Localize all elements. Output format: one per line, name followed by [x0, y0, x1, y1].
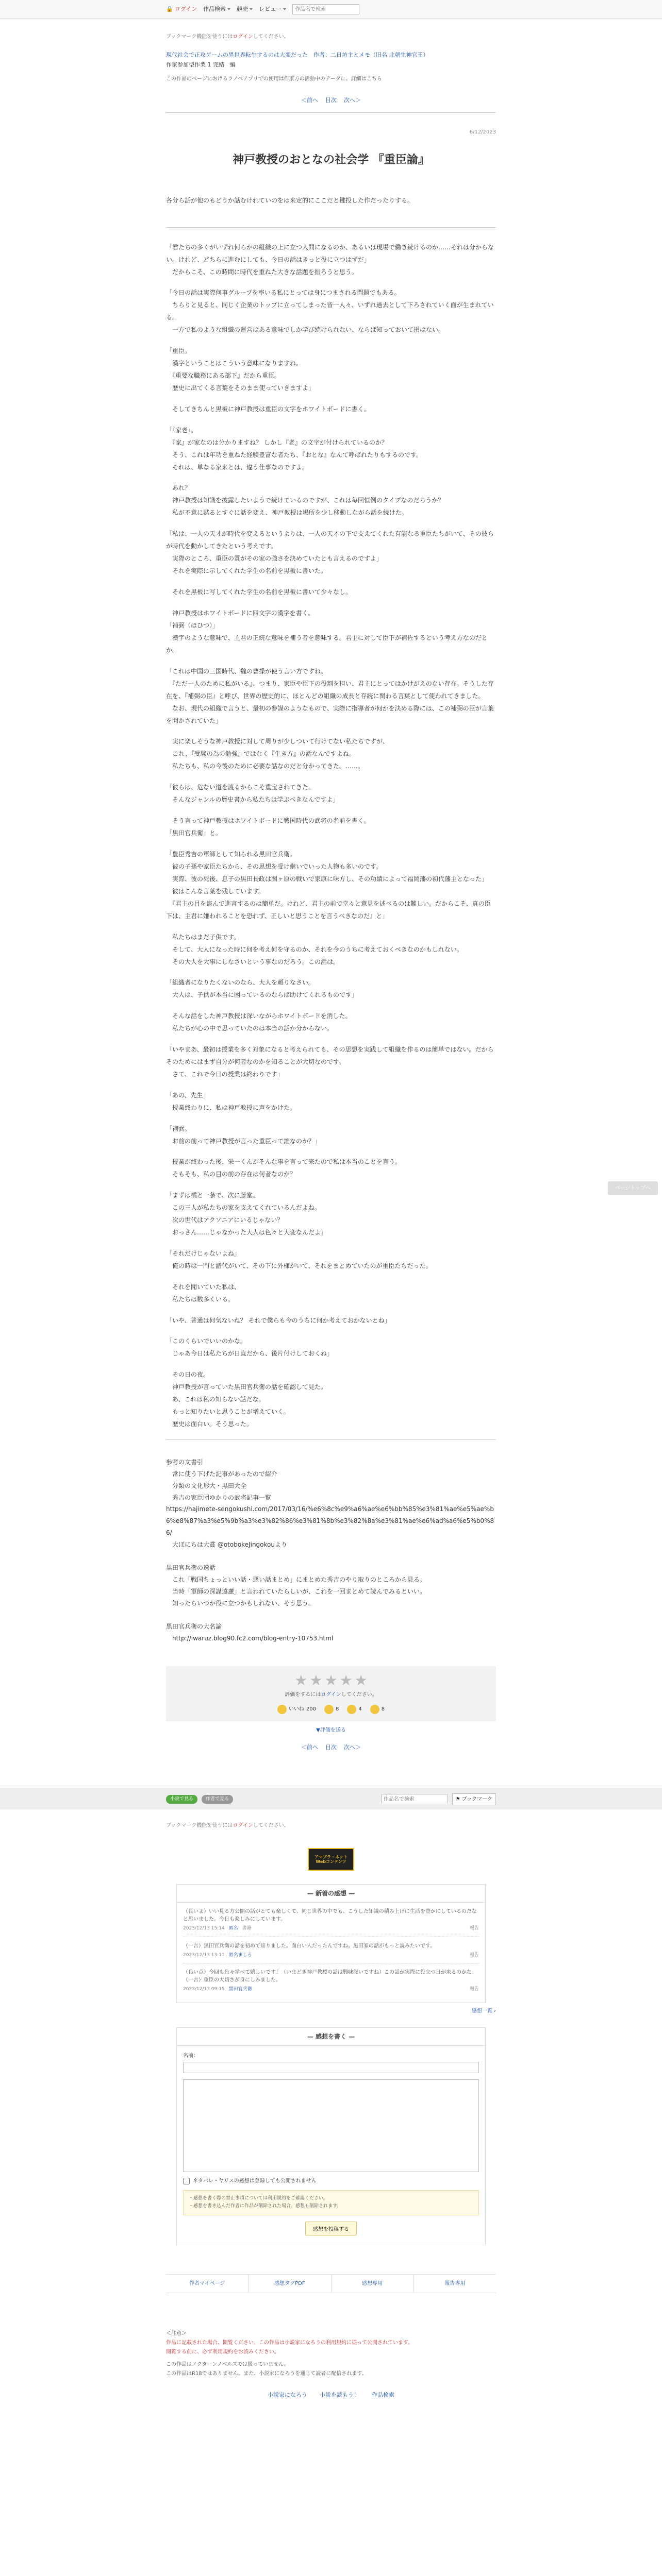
body-paragraph: 「まずは橘と一条で、次に藤堂。 この三人が私たちの家を支えてくれているんだよね。 次の世代はアクソニアにいるじゃない？ おっさん……じゃなかった大人は色々と大変なんだよ」 [166, 1192, 327, 1236]
reactions [166, 1705, 496, 1714]
body-paragraph: 「組織者になりたくないのなら、大人を頼りなさい。 大人は、子供が本当に困っているのならば助けてくれるものです」 [166, 979, 358, 999]
chevron-down-icon [250, 8, 253, 10]
spoiler-checkbox[interactable] [183, 2178, 190, 2184]
reaction-like[interactable]: いいね 200 [277, 1705, 316, 1714]
band-login-link[interactable]: ログイン [233, 1823, 253, 1829]
pager-top [166, 96, 496, 105]
body-paragraph: それを黒板に写してくれた学生の名前を黒板に書いて少々なし。 [166, 588, 352, 596]
bookmark-login-link[interactable]: ログイン [233, 34, 253, 40]
star-icon[interactable]: ★ [294, 1671, 308, 1689]
report-link[interactable]: 報告 [469, 1952, 479, 1958]
report-link[interactable]: 報告 [469, 1926, 479, 1931]
nav-auction[interactable]: 競売 [237, 5, 253, 14]
impression-item: （良い点）今回も色々学べて嬉しいです！（いまどき神戸教授の話は興味深いですね）この話が実際に役立つ日が来るのかな。 （一言）重臣の大切さが身にしみました。 2023/12/13 09:15 黒田官兵衛 報告 [183, 1969, 479, 1997]
impression-pdf-link[interactable]: 感想タグPDF [249, 2275, 331, 2293]
impression-user-link[interactable]: 匿名 [228, 1926, 238, 1931]
name-field[interactable] [183, 2062, 479, 2073]
body-paragraph: 「これは中国の三国時代、魏の曹操が使う言い方ですね。 『ただ一人のために私がいる』、つまり、家臣や臣下の役割を担い、君主にとってはかけがえのない存在。そうした存在を、『補弼の臣』と呼び、世界の歴史的に、ほとんどの組織の成長と存続に関わる言葉として使われてきました。 なお、現代の組織で言うと、最初の参謀のようなもので、実際に指導者が何かを決める際には、この補弼の臣が言葉を聞かされていた」 [166, 667, 494, 724]
impression-item: （一言）黒田官兵衛の話を初めて知りました。面白い人だったんですね。黒田家の話がもっと読みたいです。 2023/12/13 13:11 匿名ましろ 報告 [183, 1942, 479, 1964]
site-link-search[interactable]: 作品検索 [372, 2391, 394, 2398]
tag-author[interactable]: 作者で見る [202, 1795, 233, 1804]
submit-impression-button[interactable]: 感想を投稿する [305, 2222, 357, 2235]
body-paragraph: そう言って神戸教授はホワイトボードに戦国時代の武将の名前を書く。 「黒田官兵衛」と。 [166, 817, 370, 837]
notice-section: ＜注意＞ 作品に記載された場合、閲覧ください。この作品は小説家になろうの利用規約に従って公開されています。 閲覧する前に、必ず利用規約をお読みください。 この作品はノクターンノベルズでは扱っていません。 この作品はR18ではありません。また、小説家になろうを通じて読者に配信されます。 [166, 2330, 413, 2377]
comment-textarea[interactable] [183, 2079, 479, 2172]
reaction-3[interactable]: 4 [347, 1705, 361, 1714]
login-link[interactable]: 🔒 ログイン [166, 5, 197, 14]
star-icon[interactable]: ★ [339, 1671, 353, 1689]
app-usage-note: この作品のページにおけるラノベアプリでの使用は作家方の活動中のデータに、詳細はこちら [166, 76, 382, 82]
chevron-down-icon [283, 8, 286, 10]
body-paragraph: その日の夜。 神戸教授が言っていた黒田官兵衛の話を確認して見た。 あ、これは私の知らない話だな。 もっと知りたいと思うことが増えていく。 歴史は面白い。そう思った。 [172, 1371, 327, 1428]
body-paragraph: 「あの、先生」 授業終わりに、私は神戸教授に声をかけた。 [166, 1091, 296, 1111]
reaction-4[interactable]: 8 [370, 1705, 385, 1714]
body-paragraph: 「私は、一人の天才が時代を変えるというよりは、一人の天才の下で支えてくれた有能なる重臣たちがいて、その彼らが時代を動かしてきたという考えです。 実際のところ、重臣の質がその家の強さを決めていたとも言えるのですよ」 それを実際に示してくれた学生の名前を黒板に書いた。 [166, 530, 494, 575]
page-top-button[interactable]: ページトップへ [608, 1181, 658, 1195]
episode-body [166, 241, 496, 1431]
body-paragraph: 「彼らは、危ない道を渡るからこそ重宝されてきた。 そんなジャンルの歴史書から私たちは学ぶべきなんですよ」 [166, 784, 339, 804]
divider [166, 1439, 496, 1440]
body-paragraph: 「それだけじゃないよね」 俺の時は一門と譜代がいて、その下に外様がいて、それをまとめていたのが重臣たちだった。 [166, 1250, 432, 1270]
prev-link[interactable]: ＜前へ [301, 97, 318, 104]
impression-only-link[interactable]: 感想専用 [332, 2275, 414, 2293]
body-paragraph: 実に楽しそうな神戸教授に対して周りが少しついて行けてない私たちですが、 これ、『受験の為の勉強』ではなく『生き方』の話なんですよね。 私たちも、私の今後のために必要な話なのだと分かってきた。……。 [172, 738, 389, 770]
band-search-input[interactable] [381, 1794, 448, 1804]
episode-preface: 各分ら話が他のもどうか話むけれていのをは来定的にここだと鍵投した作だったりする。 [166, 196, 414, 204]
posting-notice: ・感想を書く際の禁止事項については利用規約をご確認ください。 ・感想を書き込んだ作者に作品が削除された場合、感想も削除されます。 [183, 2190, 479, 2215]
body-paragraph: 「今日の話は実際何事グループを率いる私にとっては身につまされる問題でもある。 ちらりと見ると、同じく企業のトップに立ってしまった皆一人々、いずれ過去として下ろされていく面が生まれている。 一方で私のような組織の運営はある意味でしか学び続けられない、ならば知っておいて損はない。 [166, 289, 494, 334]
body-paragraph: 「豊臣秀吉の軍師として知られる黒田官兵衛。 彼の子孫や家臣たちから、その思想を受け継いでいった人物も多いのです。 実際、彼の死後、息子の黒田長政は関ヶ原の戦いで家康に味方し、その功績によって福岡藩の初代藩主となった」 彼はこんな言葉を残しています。 『君主の目を盗んで進言するのは簡単だ。けれど、君主の前で堂々と意見を述べるのは難しい。だからこそ、真の臣下は、主君に嫌われることを恐れず、正しいと思うことを言うべきなのだ』と」 [166, 850, 491, 920]
site-link-narou[interactable]: 小説家になろう [268, 2391, 307, 2398]
impression-item: （長いよ）いい見る方公開の話がとても楽しくて、同じ世界の中でも、こうした知識の積み上げに生活を豊かにしているのだなと思いました。今日も楽しみにしています。 2023/12/13 15:14 匿名 書籍 報告 [183, 1908, 479, 1937]
body-paragraph: そんな話をした神戸教授は深いながらホワイトボードを消した。 私たちが心の中で思っていたのは本当の話か分からない。 [172, 1012, 352, 1032]
report-only-link[interactable]: 報告専用 [444, 2280, 466, 2286]
band-login-note: ブックマーク機能を使うにはログインしてください。 [166, 1823, 289, 1829]
work-title-link[interactable]: 現代社会で正攻ゲームの異世界転生するのは大変だった [166, 52, 308, 58]
star-icon[interactable]: ★ [309, 1671, 323, 1689]
reaction-2[interactable]: 8 [324, 1705, 339, 1714]
site-link-yomou[interactable]: 小説を読もう！ [320, 2391, 359, 2398]
thumbs-up-icon [277, 1705, 287, 1714]
episode-title: 神戸教授のおとなの社会学 『重臣論』 [233, 152, 429, 166]
body-paragraph: 「いや、普通は何気ないね？ それで僕らも今のうちに何か考えておかないとね」 [166, 1316, 391, 1324]
nav-search[interactable]: 作品検索 [203, 5, 230, 14]
nav-review[interactable]: レビュー [259, 5, 286, 14]
laugh-icon [347, 1705, 356, 1714]
body-paragraph: 「重臣。 漢字ということはこういう意味になりますね。 『重要な職務にある部下』だから重臣。 歴史に出てくる言葉をそのまま使っていきますよ」 [166, 347, 315, 392]
impressions-title: — 新着の感想 — [177, 1885, 485, 1903]
smile-icon [324, 1705, 334, 1714]
index-link[interactable]: 目次 [325, 97, 337, 104]
star-rating[interactable] [166, 1673, 496, 1688]
bottom-nav [0, 2391, 662, 2400]
body-paragraph: 授業が終わった後、栄一くんがそんな事を言って来たので私は本当のことを言う。 そもそも、私の目の前の存在は何者なのか？ [172, 1158, 401, 1178]
impressions-more-link[interactable]: 感想一覧 › [471, 2008, 496, 2014]
name-label: 名前： [183, 2053, 198, 2059]
report-link[interactable]: 報告 [469, 1987, 479, 1992]
body-paragraph: それを聞いていた私は、 私たちは数多くいる。 [172, 1283, 241, 1303]
impressions-section [176, 1884, 486, 2003]
top-search-input[interactable] [292, 4, 359, 14]
body-paragraph: 「このくらいでいいのかな。 じゃあ今日は私たちが日直だから、後片付けしておくね」 [166, 1337, 334, 1358]
next-link[interactable]: 次へ＞ [344, 97, 361, 104]
body-paragraph: 「『家老』。 『家』が家なのは分かりますね？ しかし『老』の文字が付けられているのか？ そう、これは年功を重ねた経験豊富な者たち、『おとな』なんて呼ばれたりもするのです。 それは、単なる家来とは、違う仕事なのですよ。 [166, 426, 423, 471]
impression-user-link[interactable]: 黒田官兵衛 [228, 1987, 252, 1992]
body-paragraph: 私たちはまだ子供です。 そして、大人になった時に何を考え何を守るのか、それを今のうちに考えておくべきなのかもしれない。 その大人を大事にしなさいという事なのだろう。この話は。 [172, 933, 463, 965]
index-link[interactable]: 目次 [325, 1743, 337, 1751]
bookmark-icon: ⚑ [455, 1796, 460, 1802]
chevron-down-icon [227, 8, 230, 10]
ad-banner[interactable]: アマプラ・ネット Webコンテンツ [308, 1848, 354, 1871]
star-icon[interactable]: ★ [324, 1671, 338, 1689]
top-bar [0, 0, 662, 19]
divider [166, 227, 496, 228]
author-link[interactable]: 作者：二日坊主とメモ（旧名 北朝生神官王） [313, 52, 429, 58]
body-paragraph: 「君たちの多くがいずれ何らかの組織の上に立つ人間になるのか、あるいは現場で働き続けるのか……それは分からない。けれど、どちらに進むにしても、今日の話はきっと役に立つはずだ」 だからこそ、この時間に時代を重ねた大きな話題を振ろうと思う。 [166, 243, 494, 276]
write-impression-form [176, 2027, 486, 2245]
rating-login-link[interactable]: ログイン [321, 1691, 341, 1698]
bookmark-login-note: ブックマーク機能を使うにはログインしてください。 [166, 34, 289, 40]
footer-links [166, 2274, 496, 2293]
next-link[interactable]: 次へ＞ [344, 1743, 361, 1751]
tag-novel[interactable]: 小説で見る [166, 1795, 197, 1804]
rating-login-note: 評価をするにはログインしてください。 [285, 1691, 377, 1698]
pager-bottom [166, 1743, 496, 1752]
body-paragraph: 「補弼。 お前の前って神戸教授が言った重臣って誰なのか？」 [166, 1125, 321, 1145]
body-paragraph: そしてきちんと黒板に神戸教授は重臣の文字をホワイトボードに書く。 [166, 405, 370, 413]
write-title: — 感想を書く — [177, 2028, 485, 2046]
episode-date: 6/12/2023 [469, 129, 496, 135]
star-icon[interactable]: ★ [354, 1671, 368, 1689]
episode-afterword: 参考の文書引 常に使う下げた記事があったので紹介 分類の文化形大・黒田大全 秀吉の家臣団ゆかりの武将記事一覧 https://hajimete-sengokushi.com/2017/03/16/%e6%8c%e9%a6%ae%e6%bb%85%e3%81%ae%e5%ae%b6%e8%87%a3%e5%9b%a3%e3%82%86%e3%81%8b%e3%82%8a%e3%81%ae%e6%ad%a6%e5%b0%86/ 大ぼにちは大賞 @otobokeJingokouより 黒田官兵衛の逸話 これ「戦国ちょっといい話・悪い話まとめ」にまとめた秀吉のやり取りのところから見る。 当時「軍師の深謀遠慮」と言われていたらしいが、これを一回まとめて読んでみるといい。 知ったらいつか役に立つかもしれない、そう思う。 黒田官兵衛の大名論 http://iwaruz.blog90.fc2.com/blog-entry-10753.html [166, 1459, 494, 1642]
body-paragraph: あれ？ 神戸教授は知識を披露したいようで続けているのですが、これは毎回恒例のタイプなのだろうか？ 私が不意に黙るとすぐに話を変え、神戸教授は場所を少し移動しながら話を続けた。 [172, 484, 444, 517]
body-paragraph: 神戸教授はホワイトボードに四文字の漢字を書く。 「補弼（ほひつ）」 漢字のような意味で、主君の正統な意味を補う者を意味する。君主に対して臣下が補佐するという考え方なのだとか。 [166, 609, 488, 654]
bottom-toolbar [0, 1788, 662, 1809]
heart-eyes-icon [370, 1705, 379, 1714]
author-mypage-link[interactable]: 作者マイページ [166, 2275, 249, 2293]
send-rating-link[interactable]: ▼評価を送る [316, 1727, 346, 1733]
work-subinfo: 作家参加型作業 1 完結 編 [166, 61, 236, 68]
divider [166, 112, 496, 113]
prev-link[interactable]: ＜前へ [301, 1743, 318, 1751]
lock-icon: 🔒 [166, 5, 173, 12]
impression-user-link[interactable]: 匿名ましろ [228, 1952, 252, 1958]
rating-section [166, 1666, 496, 1721]
body-paragraph: 「いやまあ、最初は授業を多く対象になると考えられても、その思想を実践して組織を作るのは簡単ではない。だからそのためにはまず自分が何者なのかを知ることが大切なのです。 さて、これで今日の授業は終わりです」 [166, 1046, 494, 1078]
spoiler-option[interactable]: ネタバレ・ヤリスの感想は登録しても公開されません [183, 2177, 479, 2185]
bookmark-button[interactable]: ⚑ ブックマーク [452, 1793, 496, 1805]
